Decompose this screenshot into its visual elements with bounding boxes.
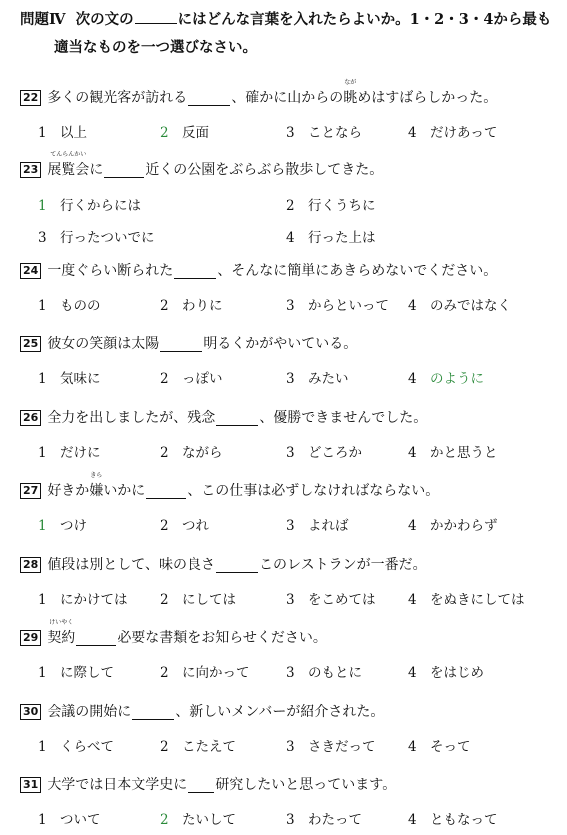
option-number: 3 — [286, 665, 295, 681]
option-text: たいして — [182, 812, 236, 828]
options-row — [38, 737, 558, 757]
options-row — [38, 296, 558, 316]
option-text: どころか — [308, 445, 362, 461]
option-1[interactable] — [38, 123, 87, 143]
option-number: 3 — [286, 592, 295, 608]
option-text: 反面 — [182, 125, 209, 141]
question-30 — [20, 702, 560, 755]
ruby-word — [89, 472, 104, 501]
sentence-text: 彼女の笑顔は太陽 — [47, 336, 160, 352]
sentence-text: 一度ぐらい断られた — [47, 263, 174, 279]
question-22 — [20, 79, 560, 141]
option-1[interactable] — [38, 810, 101, 830]
options-row — [38, 810, 558, 830]
option-text: こたえて — [182, 739, 236, 755]
option-number: 2 — [160, 739, 169, 755]
option-text: ものの — [60, 298, 101, 314]
question-25 — [20, 334, 560, 387]
option-4[interactable] — [408, 663, 484, 683]
option-number: 4 — [408, 739, 417, 755]
option-number: 4 — [408, 592, 417, 608]
blank — [135, 9, 177, 24]
option-number: 4 — [408, 518, 417, 534]
option-4[interactable] — [408, 810, 498, 830]
question-number: 25 — [20, 336, 41, 352]
option-number: 4 — [408, 298, 417, 314]
sentence-text: このレストランが一番だ。 — [259, 557, 427, 573]
question-number: 23 — [20, 162, 41, 178]
option-number: 1 — [38, 125, 47, 141]
option-4[interactable] — [408, 123, 497, 143]
kanji: 契約 — [47, 630, 76, 646]
option-number: 2 — [160, 812, 169, 828]
option-text: にしては — [182, 592, 236, 608]
sentence-text: めはすばらしかった。 — [357, 90, 498, 106]
option-number: 2 — [160, 125, 169, 141]
section-title: 問題Ⅳ — [20, 11, 66, 28]
option-4[interactable] — [408, 737, 471, 757]
furigana: けいやく — [49, 619, 74, 626]
sentence-text: 大学では日本文学史に — [47, 777, 188, 793]
option-4[interactable] — [408, 296, 511, 316]
option-number: 4 — [408, 125, 417, 141]
option-text: だけあって — [430, 125, 498, 141]
question-27 — [20, 472, 560, 534]
instructions-line-2: 適当なものを一つ選びなさい。 — [54, 39, 257, 56]
option-number: 1 — [38, 739, 47, 755]
question-24 — [20, 261, 560, 314]
sentence-text: いかに — [103, 483, 146, 499]
question-sentence — [20, 702, 560, 722]
option-number: 4 — [286, 230, 295, 246]
answer-blank — [132, 705, 174, 720]
question-sentence — [20, 334, 560, 354]
option-2[interactable] — [160, 123, 209, 143]
option-text: わたって — [308, 812, 362, 828]
option-3[interactable] — [286, 737, 376, 757]
answer-blank — [216, 558, 258, 573]
option-2[interactable] — [160, 369, 223, 389]
answer-blank — [216, 411, 258, 426]
question-sentence — [20, 555, 560, 575]
sentence-text: 研究したいと思っています。 — [215, 777, 397, 793]
question-23 — [20, 151, 560, 246]
kanji: 眺 — [343, 90, 358, 106]
sentence-text: 近くの公園をぶらぶら散歩してきた。 — [145, 162, 384, 178]
options-row — [38, 443, 558, 463]
sentence-text: 好きか — [47, 483, 90, 499]
option-number: 1 — [38, 198, 47, 214]
question-number: 30 — [20, 704, 41, 720]
question-number: 26 — [20, 410, 41, 426]
question-number: 31 — [20, 777, 41, 793]
sentence-text: 全力を出しましたが、残念 — [47, 410, 216, 426]
option-3[interactable] — [286, 296, 389, 316]
question-number: 29 — [20, 630, 41, 646]
answer-blank — [146, 484, 186, 499]
option-number: 3 — [286, 125, 295, 141]
option-number: 1 — [38, 445, 47, 461]
option-3[interactable] — [286, 590, 376, 610]
option-text: そって — [430, 739, 471, 755]
furigana: きら — [90, 472, 103, 479]
options-row — [38, 516, 558, 536]
sentence-text: 会議の開始に — [47, 704, 132, 720]
option-number: 2 — [160, 665, 169, 681]
option-2[interactable] — [160, 590, 236, 610]
option-1[interactable] — [38, 663, 114, 683]
option-1[interactable] — [38, 590, 128, 610]
option-4[interactable] — [408, 443, 498, 463]
option-1[interactable] — [38, 369, 101, 389]
sentence-text: 、新しいメンバーが紹介された。 — [175, 704, 385, 720]
option-text: っぽい — [182, 371, 223, 387]
furigana: なが — [344, 79, 357, 86]
option-text: さきだって — [308, 739, 376, 755]
option-number: 3 — [286, 739, 295, 755]
option-text: 以上 — [60, 125, 87, 141]
option-1[interactable] — [38, 296, 101, 316]
option-1[interactable] — [38, 443, 101, 463]
question-number: 22 — [20, 90, 41, 106]
question-29 — [20, 619, 560, 681]
option-3[interactable] — [286, 123, 362, 143]
option-number: 2 — [160, 592, 169, 608]
option-text: ついて — [60, 812, 101, 828]
furigana: てんらんかい — [50, 151, 87, 158]
option-number: 2 — [160, 371, 169, 387]
option-number: 4 — [408, 445, 417, 461]
question-number: 28 — [20, 557, 41, 573]
option-text: 気味に — [60, 371, 101, 387]
option-number: 1 — [38, 812, 47, 828]
option-4[interactable] — [408, 590, 525, 610]
option-number: 1 — [38, 518, 47, 534]
option-4[interactable] — [408, 516, 498, 536]
option-number: 4 — [408, 371, 417, 387]
answer-blank — [188, 778, 214, 793]
option-text: 行くからには — [60, 198, 141, 214]
question-sentence — [20, 472, 560, 501]
question-sentence — [20, 151, 560, 180]
option-text: つれ — [182, 518, 209, 534]
kanji: 嫌 — [89, 483, 104, 499]
answer-blank — [76, 631, 116, 646]
ruby-word — [47, 619, 76, 648]
instructions-line-1: 問題Ⅳ 次の文の にはどんな言葉を入れたらよいか。1・2・3・4から最も — [20, 11, 552, 28]
option-2[interactable] — [160, 810, 236, 830]
options-row — [38, 123, 558, 143]
option-text: くらべて — [60, 739, 114, 755]
option-number: 1 — [38, 592, 47, 608]
question-number: 27 — [20, 483, 41, 499]
options-row — [38, 369, 558, 389]
option-1[interactable] — [38, 516, 87, 536]
sentence-text: 、優勝できませんでした。 — [259, 410, 428, 426]
option-number: 2 — [160, 298, 169, 314]
option-text: に向かって — [182, 665, 250, 681]
question-sentence — [20, 408, 560, 428]
ruby-word — [47, 151, 90, 180]
option-1[interactable] — [38, 737, 114, 757]
option-text: 行った上は — [308, 230, 376, 246]
kanji: 展覧会 — [47, 162, 90, 178]
option-text: 行ったついでに — [60, 230, 155, 246]
answer-blank — [188, 91, 230, 106]
option-3[interactable] — [286, 663, 362, 683]
option-number: 2 — [160, 445, 169, 461]
option-number: 3 — [286, 445, 295, 461]
question-sentence — [20, 79, 560, 108]
option-text: に際して — [60, 665, 114, 681]
option-4[interactable] — [286, 228, 376, 248]
option-text: のように — [430, 371, 484, 387]
option-2[interactable] — [160, 663, 250, 683]
option-3[interactable] — [286, 369, 349, 389]
option-2[interactable] — [160, 443, 223, 463]
option-text: のもとに — [308, 665, 362, 681]
options-row — [38, 590, 558, 610]
option-number: 3 — [286, 518, 295, 534]
question-31 — [20, 775, 560, 828]
sentence-text: に — [89, 162, 104, 178]
option-number: 1 — [38, 371, 47, 387]
answer-blank — [174, 264, 216, 279]
option-text: からといって — [308, 298, 389, 314]
option-number: 1 — [38, 665, 47, 681]
options-row — [38, 196, 558, 216]
option-4[interactable] — [408, 369, 484, 389]
option-text: つけ — [60, 518, 87, 534]
option-2[interactable] — [286, 196, 376, 216]
sentence-text: 、そんなに簡単にあきらめないでください。 — [217, 263, 498, 279]
option-number: 3 — [286, 298, 295, 314]
option-text: よれば — [308, 518, 349, 534]
sentence-text: 値段は別として、味の良さ — [47, 557, 216, 573]
option-text: のみではなく — [430, 298, 511, 314]
option-2[interactable] — [160, 737, 236, 757]
instructions-header — [20, 6, 560, 62]
sentence-text: 必要な書類をお知らせください。 — [117, 630, 327, 646]
option-2[interactable] — [160, 296, 223, 316]
question-number: 24 — [20, 263, 41, 279]
option-number: 3 — [38, 230, 47, 246]
option-text: ことなら — [308, 125, 362, 141]
option-number: 3 — [286, 812, 295, 828]
question-sentence — [20, 775, 560, 795]
option-3[interactable] — [286, 443, 362, 463]
option-text: をぬきにしては — [430, 592, 525, 608]
question-26 — [20, 408, 560, 461]
sentence-text: 、この仕事は必ずしなければならない。 — [187, 483, 440, 499]
option-text: 行くうちに — [308, 198, 376, 214]
option-number: 3 — [286, 371, 295, 387]
option-number: 4 — [408, 812, 417, 828]
option-number: 2 — [160, 518, 169, 534]
option-3[interactable] — [38, 228, 155, 248]
ruby-word — [343, 79, 358, 108]
sentence-text: 明るくかがやいている。 — [203, 336, 358, 352]
option-3[interactable] — [286, 516, 349, 536]
option-text: かと思うと — [430, 445, 498, 461]
option-text: わりに — [182, 298, 223, 314]
question-28 — [20, 555, 560, 608]
sentence-text: 多くの観光客が訪れる — [47, 90, 188, 106]
question-sentence — [20, 619, 560, 648]
question-sentence — [20, 261, 560, 281]
option-text: ともなって — [430, 812, 498, 828]
option-3[interactable] — [286, 810, 362, 830]
option-text: をはじめ — [430, 665, 484, 681]
option-1[interactable] — [38, 196, 141, 216]
sentence-text: 、確かに山からの — [231, 90, 344, 106]
option-text: ながら — [182, 445, 223, 461]
option-number: 1 — [38, 298, 47, 314]
option-number: 4 — [408, 665, 417, 681]
option-2[interactable] — [160, 516, 209, 536]
option-text: かかわらず — [430, 518, 498, 534]
option-text: をこめては — [308, 592, 376, 608]
answer-blank — [104, 163, 144, 178]
option-text: みたい — [308, 371, 349, 387]
answer-blank — [160, 337, 202, 352]
option-number: 2 — [286, 198, 295, 214]
option-text: にかけては — [60, 592, 128, 608]
option-text: だけに — [60, 445, 101, 461]
options-row — [38, 228, 558, 248]
options-row — [38, 663, 558, 683]
